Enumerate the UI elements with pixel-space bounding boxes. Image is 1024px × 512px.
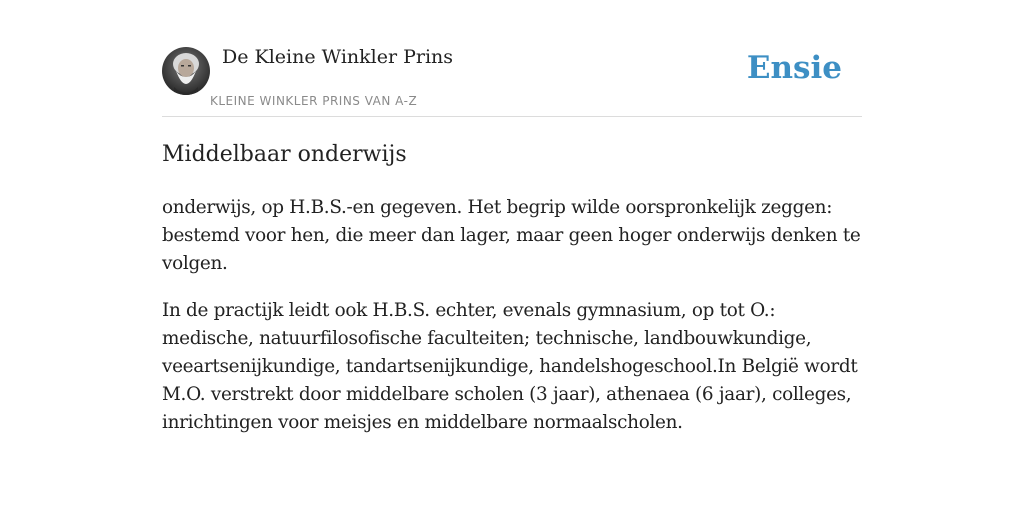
source-header — [162, 44, 862, 117]
ensie-logo-link[interactable]: Ensie — [746, 50, 842, 86]
article-paragraph-2: In de practijk leidt ook H.B.S. echter, evenals gymnasium, op tot O.: medische, natuurfilosofische faculteiten; technische, landbouwkundige, veeartsenijkundige, tandartsenijkundige, handelshogeschool.In België wordt M.O. verstrekt door middelbare scholen (3 jaar), athenaea (6 jaar), colleges, inrichtingen voor meisjes en middelbare normaalscholen. — [162, 300, 858, 433]
article-title: Middelbaar onderwijs — [162, 142, 407, 167]
source-title[interactable]: De Kleine Winkler Prins — [222, 46, 454, 68]
article-paragraph-1: onderwijs, op H.B.S.-en gegeven. Het begrip wilde oorspronkelijk zeggen: bestemd voor hen, die meer dan lager, maar geen hoger onderwijs denken te volgen. — [162, 197, 861, 274]
author-portrait-icon[interactable] — [162, 47, 210, 95]
article — [162, 138, 866, 456]
source-subtitle[interactable]: KLEINE WINKLER PRINS VAN A-Z — [210, 94, 418, 108]
